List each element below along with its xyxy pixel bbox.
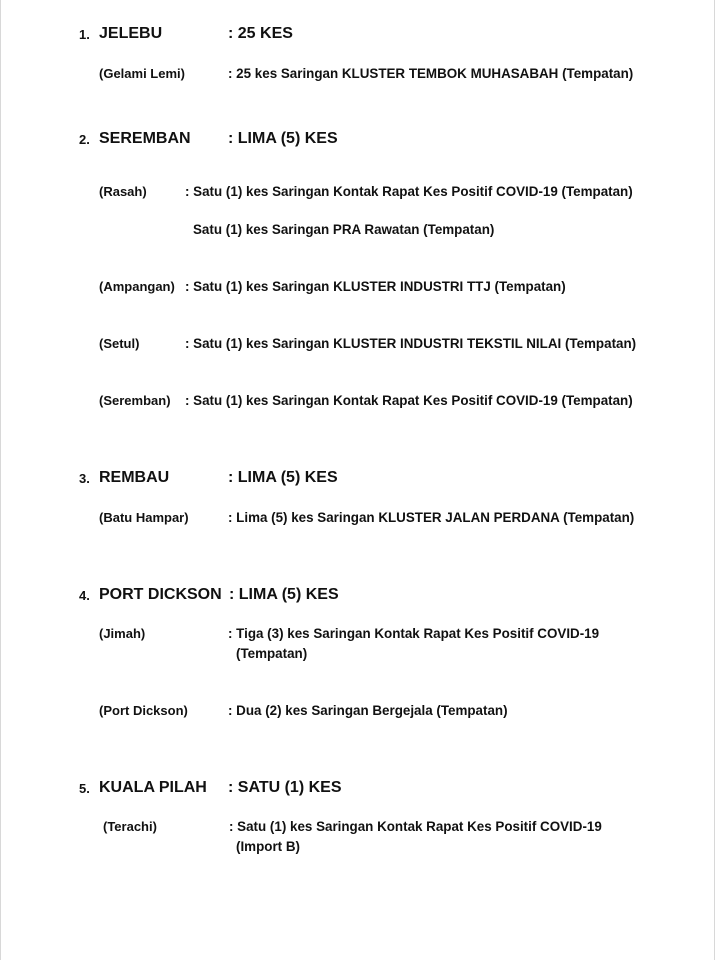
area-label: (Ampangan): [99, 279, 175, 294]
area-label: (Port Dickson): [99, 703, 188, 718]
case-detail: : Dua (2) kes Saringan Bergejala (Tempatan): [228, 703, 508, 718]
district-name: KUALA PILAH: [99, 779, 207, 796]
case-detail: (Import B): [236, 839, 300, 854]
district-number: 1.: [79, 27, 90, 42]
case-detail: : Lima (5) kes Saringan KLUSTER JALAN PERDANA (Tempatan): [228, 510, 635, 525]
district-name: REMBAU: [99, 469, 170, 486]
district-total: : LIMA (5) KES: [228, 469, 338, 486]
district-total: : LIMA (5) KES: [228, 130, 338, 147]
district-name: SEREMBAN: [99, 130, 191, 147]
district-number: 3.: [79, 471, 90, 486]
district-number: 4.: [79, 588, 90, 603]
area-label: (Jimah): [99, 626, 146, 641]
case-detail: : Satu (1) kes Saringan Kontak Rapat Kes Positif COVID-19 (Tempatan): [185, 393, 633, 408]
case-detail: : Satu (1) kes Saringan KLUSTER INDUSTRI TTJ (Tempatan): [185, 279, 566, 294]
area-label: (Rasah): [99, 184, 147, 199]
page-border-left: [0, 0, 1, 960]
district-number: 5.: [79, 781, 90, 796]
case-detail: : 25 kes Saringan KLUSTER TEMBOK MUHASABAH (Tempatan): [228, 66, 634, 81]
case-detail: : Tiga (3) kes Saringan Kontak Rapat Kes Positif COVID-19: [228, 626, 600, 641]
area-label: (Batu Hampar): [99, 510, 189, 525]
district-total: : LIMA (5) KES: [229, 586, 339, 603]
area-label: (Seremban): [99, 393, 171, 408]
case-detail: (Tempatan): [236, 646, 308, 661]
area-label: (Setul): [99, 336, 140, 351]
case-detail: : Satu (1) kes Saringan Kontak Rapat Kes Positif COVID-19 (Tempatan): [185, 184, 633, 199]
district-total: : SATU (1) KES: [228, 779, 342, 796]
district-name: PORT DICKSON: [99, 586, 222, 603]
district-name: JELEBU: [99, 25, 163, 42]
case-detail: : Satu (1) kes Saringan KLUSTER INDUSTRI TEKSTIL NILAI (Tempatan): [185, 336, 637, 351]
area-label: (Gelami Lemi): [99, 66, 185, 81]
district-total: : 25 KES: [228, 25, 293, 42]
district-number: 2.: [79, 132, 90, 147]
case-detail: Satu (1) kes Saringan PRA Rawatan (Tempatan): [193, 222, 495, 237]
area-label: (Terachi): [103, 819, 157, 834]
case-detail: : Satu (1) kes Saringan Kontak Rapat Kes Positif COVID-19: [229, 819, 602, 834]
